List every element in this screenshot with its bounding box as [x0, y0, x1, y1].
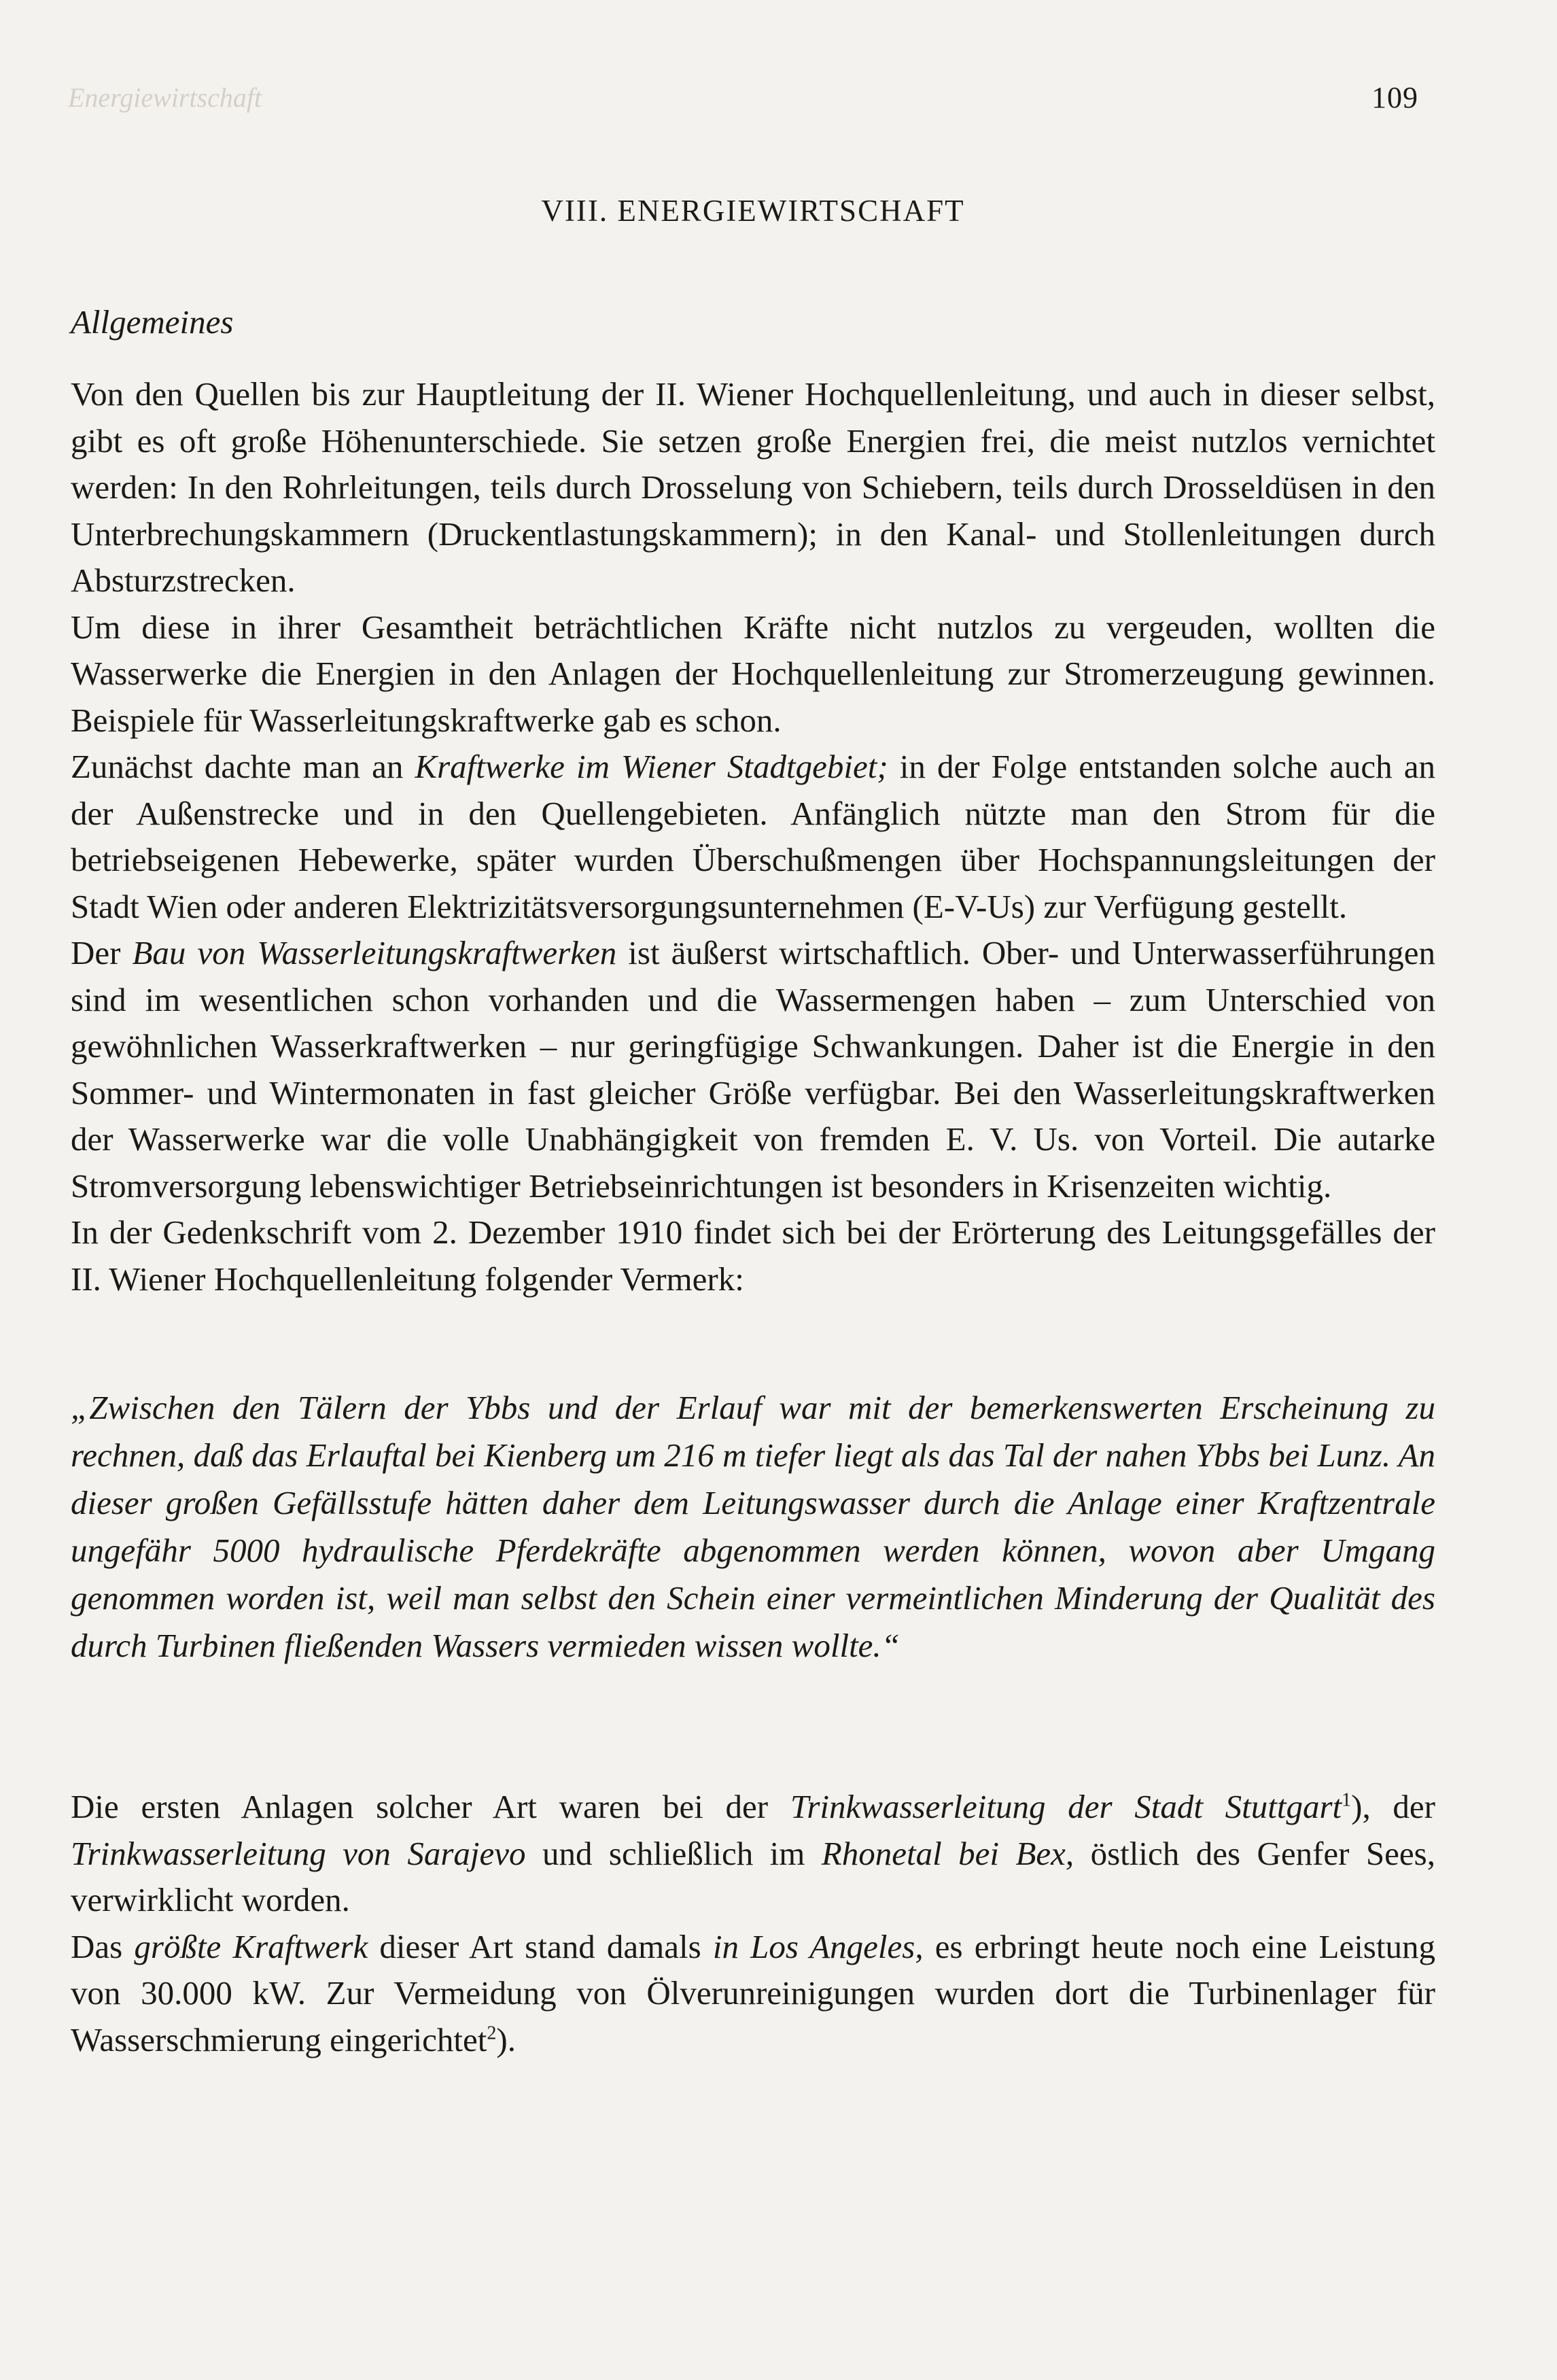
paragraph-7-italic-2: in Los Angeles, — [712, 1927, 924, 1965]
paragraph-6-italic-2: Trinkwasserleitung von Sarajevo — [71, 1834, 526, 1872]
paragraph-1: Von den Quellen bis zur Hauptleitung der II. Wiener Hochquellenleitung, und auch in dieser selbst, gibt es oft große Höhenunterschiede. Sie setzen große Energien frei, die meist nutzlos vernichtet werden: In den Rohrleitungen, teils durch Drosselung von Schiebern, teils durch Drosseldüsen in den Unterbrechungskammern (Druckentlastungskammern); in den Kanal- und Stollenleitungen durch Absturzstrecken. — [71, 375, 1435, 599]
paragraph-7-text-b: dieser Art stand damals — [368, 1927, 713, 1965]
paragraph-4-text-a: Der — [71, 934, 133, 971]
paragraph-6 — [71, 1784, 1435, 1924]
paragraph-6-text-b: ), der — [1351, 1788, 1435, 1825]
footnote-ref-1: 1 — [1342, 1789, 1352, 1811]
paragraph-7-italic-1: größte Kraftwerk — [134, 1927, 368, 1965]
paragraph-4-italic: Bau von Wasserleitungskraftwerken — [132, 934, 617, 971]
block-quote: „Zwischen den Tälern der Ybbs und der Erlauf war mit der bemerkenswerten Erscheinung zu rechnen, daß das Erlauftal bei Kienberg um 216 m tiefer liegt als das Tal der nahen Ybbs bei Lunz. An dieser großen Gefällsstufe hätten daher dem Leitungswasser durch die Anlage einer Kraftzentrale ungefähr 5000 hydraulische Pferdekräfte abgenommen werden können, wovon aber Umgang genommen worden ist, weil man selbst den Schein einer vermeintlichen Minderung der Qualität des durch Turbinen fließenden Wassers vermieden wissen wollte.“ — [71, 1389, 1435, 1664]
paragraph-4-text-b: ist äußerst wirtschaftlich. Ober- und Unterwasserführungen sind im wesentlichen schon vorhanden und die Wassermengen haben – zum Unterschied von gewöhnlichen Wasserkraftwerken – nur geringfügige Schwankungen. Daher ist die Energie in den Sommer- und Wintermonaten in fast gleicher Größe verfügbar. Bei den Wasserleitungskraftwerken der Wasserwerke war die volle Unabhängigkeit von fremden E. V. Us. von Vorteil. Die autarke Stromversorgung lebenswichtiger Betriebseinrichtungen ist besonders in Krisenzeiten wichtig. — [71, 934, 1436, 1205]
paragraph-7-text-c: es erbringt heute noch eine Leistung von 30.000 kW. Zur Vermeidung von Ölverunreinigungen wurden dort die Turbinenlager für Wasserschmierung eingerichtet — [71, 1927, 1435, 2058]
paragraph-4 — [71, 930, 1435, 1209]
paragraph-7-text-a: Das — [71, 1927, 135, 1965]
paragraph-6-text-d: östlich des Genfer Sees, verwirklicht worden. — [71, 1834, 1435, 1918]
page-number: 109 — [1371, 81, 1418, 114]
paragraph-3-text-b: in der Folge entstanden solche auch an der Außenstrecke und in den Quellengebieten. Anfänglich nützte man den Strom für die betriebseigenen Hebewerke, später wurden Überschußmengen über Hochspannungsleitungen der Stadt Wien oder anderen Elektrizitätsversorgungsunternehmen (E-V-Us) zur Verfügung gestellt. — [71, 748, 1435, 925]
paragraph-3-text-a: Zunächst dachte man an — [71, 748, 415, 785]
running-head-ghost: Energiewirtschaft — [68, 82, 262, 113]
paragraph-7-text-d: ). — [496, 2020, 516, 2058]
footnote-ref-2: 2 — [487, 2022, 497, 2044]
paragraph-6-text-c: und schließlich im — [525, 1834, 822, 1872]
section-heading: Allgemeines — [71, 303, 234, 341]
paragraph-6-text-a: Die ersten Anlagen solcher Art waren bei der — [71, 1788, 790, 1825]
paragraph-6-italic-3: Rhonetal bei Bex, — [821, 1834, 1074, 1872]
paragraph-2: Um diese in ihrer Gesamtheit beträchtlichen Kräfte nicht nutzlos zu vergeuden, wollten die Wasserwerke die Energien in den Anlagen der Hochquellenleitung zur Stromerzeugung gewinnen. Beispiele für Wasserleitungskraftwerke gab es schon. — [71, 608, 1435, 739]
paragraph-7 — [71, 1924, 1435, 2064]
paragraph-5: In der Gedenkschrift vom 2. Dezember 1910 findet sich bei der Erörterung des Leitungsgefälles der II. Wiener Hochquellenleitung folgender Vermerk: — [71, 1213, 1435, 1298]
chapter-title: VIII. ENERGIEWIRTSCHAFT — [541, 194, 965, 228]
paragraph-6-italic-1: Trinkwasserleitung der Stadt Stuttgart — [790, 1788, 1342, 1825]
paragraph-3-italic: Kraftwerke im Wiener Stadtgebiet; — [415, 748, 888, 785]
page-content — [71, 190, 1435, 2063]
paragraph-3 — [71, 744, 1435, 930]
